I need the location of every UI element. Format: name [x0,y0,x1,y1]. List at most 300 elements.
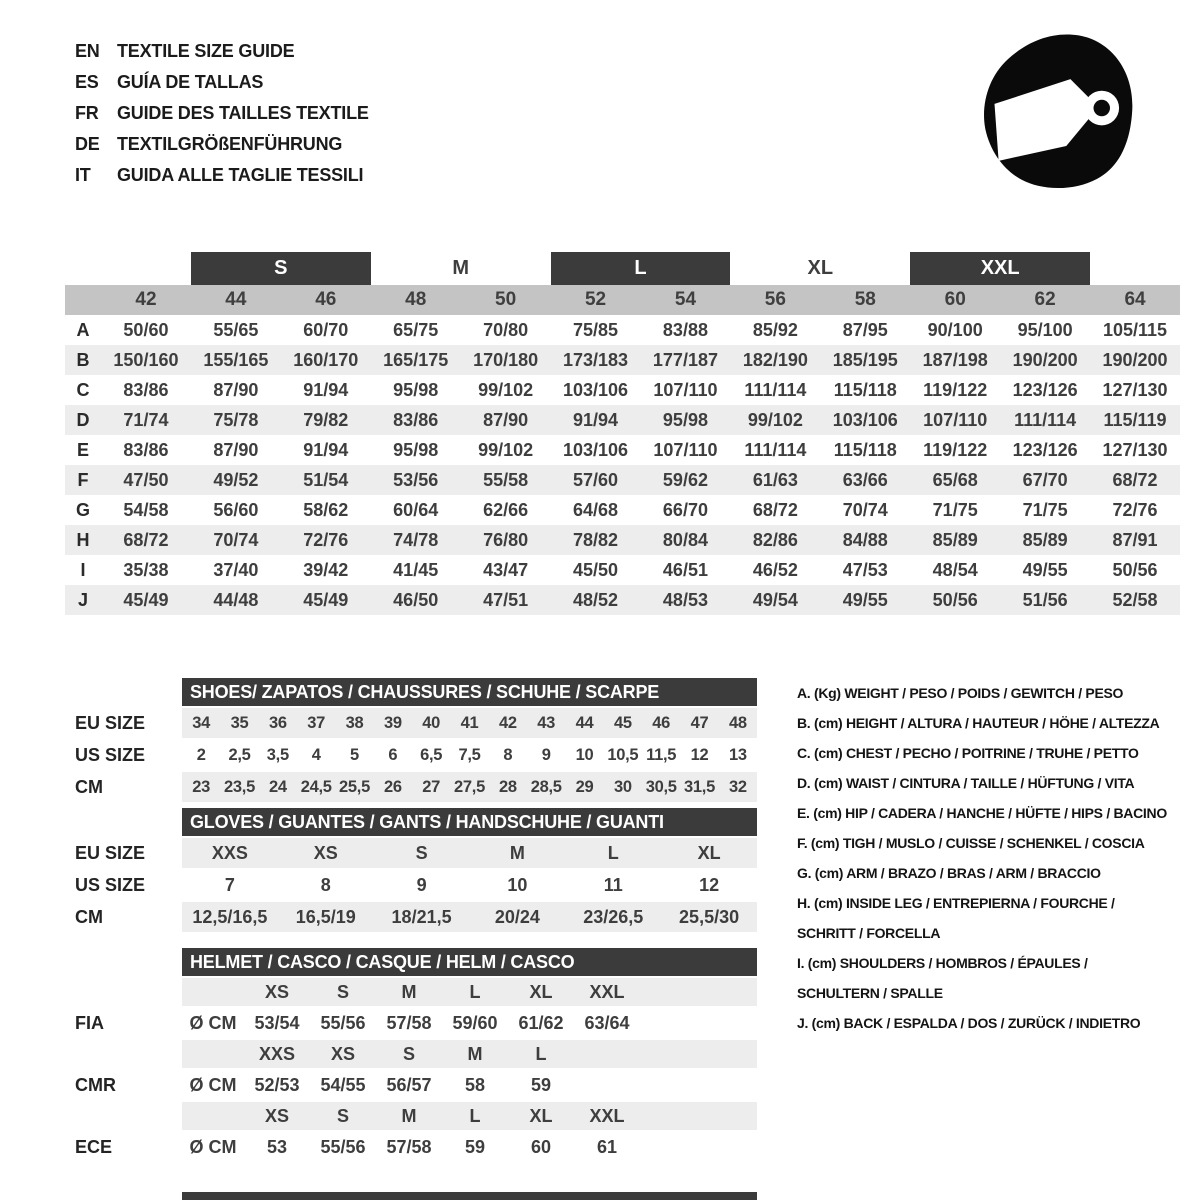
size-value: 68/72 [123,529,169,550]
size-value: 63/64 [584,1012,630,1033]
size-value: 13 [728,745,747,764]
size-value: 127/130 [1102,439,1168,460]
size-value: 190/200 [1012,349,1078,370]
legend-line: H. (cm) INSIDE LEG / ENTREPIERNA / FOURCHE / [797,895,1115,911]
size-value: 91/94 [303,379,349,400]
legend-line: G. (cm) ARM / BRAZO / BRAS / ARM / BRACCIO [797,865,1101,881]
helmet-value-row [65,1070,757,1100]
row-values [182,740,757,770]
size-value: 75/85 [573,319,619,340]
size-value: 83/88 [662,319,708,340]
measurement-row [65,585,1180,615]
size-value: 70/74 [842,499,888,520]
size-value: 99/102 [478,439,534,460]
size-label: XS [330,1043,355,1064]
size-value: 119/122 [923,439,988,460]
size-label: S [336,981,349,1002]
size-label: XL [529,981,553,1002]
row-values [182,708,757,738]
size-label: XXL [589,981,625,1002]
size-value: 82/86 [752,529,798,550]
size-value: 52/53 [254,1074,300,1095]
size-label: 58 [854,289,876,310]
size-value: 43 [537,713,556,732]
row-label: US SIZE [75,744,146,765]
size-value: XS [313,842,338,863]
shoes-table-title: SHOES/ ZAPATOS / CHAUSSURES / SCHUHE / SCARPE [182,678,757,706]
size-value: 59/62 [662,469,708,490]
size-value: 85/89 [932,529,978,550]
language-code: IT [75,165,91,185]
header-values [182,1102,757,1130]
size-value: 12 [690,745,709,764]
language-row [75,67,369,98]
legend-item [797,858,1162,888]
size-value: 42 [498,713,517,732]
standard-values [182,1070,757,1100]
size-value: 84/88 [842,529,888,550]
size-value: 55/58 [483,469,529,490]
size-value: 59 [464,1136,486,1157]
table-row [65,870,757,900]
size-value: 90/100 [927,319,983,340]
size-value: 65/75 [393,319,439,340]
size-value: 39/42 [303,559,349,580]
size-value: 28,5 [530,777,562,796]
size-value: 160/170 [293,349,359,370]
size-group-l: L [551,252,731,285]
language-code: ES [75,72,99,92]
size-value: 6,5 [420,745,443,764]
size-value: 91/94 [303,439,349,460]
standard-label: CMR [75,1074,116,1095]
size-value: 83/86 [123,439,169,460]
row-label: EU SIZE [75,842,146,863]
size-value: 99/102 [478,379,534,400]
size-value: 10 [507,874,528,895]
size-label: S [402,1043,415,1064]
legend-item [797,678,1162,708]
shoes-rows [65,708,757,802]
size-label: 54 [674,289,697,310]
legend-item [797,768,1162,798]
language-row [75,129,369,160]
size-label: 46 [315,289,337,310]
table-row [65,740,757,770]
size-value: 64/68 [573,499,619,520]
size-value: 62/66 [483,499,529,520]
size-value: 79/82 [303,409,349,430]
measurement-row [65,375,1180,405]
size-value: 23,5 [224,777,255,796]
size-value: 58/62 [303,499,349,520]
size-value: 95/100 [1017,319,1073,340]
size-value: 39 [383,713,402,732]
size-value: 10,5 [607,745,639,764]
size-value: 80/84 [662,529,708,550]
size-value: 53/54 [254,1012,300,1033]
size-value: 66/70 [662,499,708,520]
size-value: 190/200 [1102,349,1168,370]
size-value: 45/50 [573,559,619,580]
size-value: 85/92 [752,319,798,340]
size-value: 59/60 [452,1012,498,1033]
language-row [75,98,369,129]
legend-list [797,678,1167,1038]
size-value: 25,5/30 [679,906,740,927]
row-label: J [77,589,88,610]
row-label: H [76,529,90,550]
size-value: 51/54 [303,469,349,490]
legend-item [797,948,1162,1008]
size-value: 61/63 [752,469,798,490]
size-value: 103/106 [562,439,629,460]
measurement-row [65,465,1180,495]
size-value: 87/95 [842,319,888,340]
size-value: 44/48 [213,589,259,610]
size-value: 70/80 [483,319,529,340]
size-value: 10 [575,745,594,764]
measurement-row [65,555,1180,585]
row-label: US SIZE [75,874,146,895]
size-value: 119/122 [923,379,988,400]
size-value: 182/190 [742,349,808,370]
size-value: 45/49 [303,589,349,610]
helmet-size-header-row [65,1040,757,1068]
size-value: 115/118 [833,379,897,400]
helmet-rows [65,978,757,1162]
size-value: 57/58 [386,1136,432,1157]
size-value: 55/65 [213,319,259,340]
size-value: 165/175 [383,349,449,370]
size-value: 27,5 [454,777,485,796]
size-value: 123/126 [1012,379,1078,400]
size-label: 44 [225,289,247,310]
size-value: 103/106 [562,379,629,400]
size-value: 57/60 [573,469,619,490]
measurement-row [65,495,1180,525]
measurement-row [65,525,1180,555]
size-label: 62 [1034,289,1056,310]
size-value: 187/198 [922,349,988,370]
size-value: M [509,842,525,863]
legend-line: F. (cm) TIGH / MUSLO / CUISSE / SCHENKEL / COSCIA [797,835,1145,851]
standard-values [182,1008,757,1038]
size-value: S [415,842,428,863]
size-value: 24 [268,777,287,796]
size-value: 32 [728,777,747,796]
row-label: E [76,439,89,460]
table-row [65,772,757,802]
row-label: EU SIZE [75,712,146,733]
size-value: 72/76 [1112,499,1158,520]
size-value: 18/21,5 [391,906,452,927]
size-group-xl: XL [807,257,834,279]
legend-line: SCHULTERN / SPALLE [797,985,943,1001]
size-label: M [467,1043,483,1064]
size-value: 51/56 [1022,589,1068,610]
language-code: EN [75,41,100,61]
size-value: 49/55 [842,589,888,610]
size-value: 60 [530,1136,552,1157]
size-label: 64 [1124,289,1146,310]
size-value: 16,5/19 [295,906,356,927]
size-value: 61/62 [518,1012,564,1033]
helmet-value-row [65,1008,757,1038]
size-value: 55/56 [320,1136,366,1157]
size-value: 47/53 [842,559,888,580]
legend-item [797,738,1162,768]
language-code: FR [75,103,99,123]
language-list [75,36,369,191]
helmet-table-title: HELMET / CASCO / CASQUE / HELM / CASCO [182,948,757,976]
size-group-row [65,252,1180,285]
gutter-spacer [65,978,182,1006]
size-value: 31,5 [684,777,715,796]
row-values [182,838,757,868]
size-value: 50/56 [932,589,978,610]
gloves-rows [65,838,757,932]
size-value: 83/86 [123,379,169,400]
size-value: 72/76 [303,529,349,550]
table-row [65,838,757,868]
unit-label: Ø CM [189,1136,237,1157]
size-value: 71/75 [1022,499,1068,520]
size-value: 8 [320,874,331,895]
size-value: 105/115 [1102,319,1168,340]
row-label: I [80,559,86,580]
shoes-title-row [65,678,757,706]
unit-label: Ø CM [189,1012,237,1033]
legend-line: J. (cm) BACK / ESPALDA / DOS / ZURÜCK / INDIETRO [797,1015,1141,1031]
size-value: 45 [613,713,632,732]
size-value: 87/90 [483,409,529,430]
size-value: 103/106 [832,409,898,430]
size-band [65,285,1180,315]
size-value: 50/56 [1112,559,1158,580]
gutter-spacer [65,1102,182,1130]
size-value: 55/56 [320,1012,366,1033]
helmet-size-header-row [65,1102,757,1130]
size-value: 40 [422,713,441,732]
standard-label: ECE [75,1136,113,1157]
header-values [182,978,757,1006]
size-value: 30 [613,777,632,796]
size-label: M [401,1105,417,1126]
size-value: 11 [603,874,623,895]
legend-line: A. (Kg) WEIGHT / PESO / POIDS / GEWITCH / PESO [797,685,1124,701]
size-value: 49/55 [1022,559,1068,580]
size-label: XXL [589,1105,625,1126]
size-value: 9 [416,874,427,895]
gutter-spacer [65,678,182,706]
size-value: 35 [230,713,249,732]
size-value: 48/53 [662,589,708,610]
guide-title: GUIDE DES TAILLES TEXTILE [117,103,369,123]
row-label: D [76,409,90,430]
size-value: 71/75 [932,499,978,520]
size-value: 4 [311,745,321,764]
size-value: 63/66 [842,469,888,490]
size-value: 11,5 [646,745,677,764]
size-value: 20/24 [494,906,540,927]
row-values [182,870,757,900]
size-value: 12 [699,874,720,895]
size-value: 71/74 [123,409,169,430]
size-value: 24,5 [300,777,332,796]
size-value: 41 [460,713,479,732]
size-value: 34 [192,713,211,732]
size-value: 95/98 [393,379,439,400]
size-label: S [336,1105,349,1126]
language-row [75,160,369,191]
size-value: 46/52 [752,559,798,580]
measurement-row [65,345,1180,375]
helmet-value-row [65,1132,757,1162]
row-label: F [77,469,89,490]
table-row [65,902,757,932]
size-value: 54/55 [320,1074,366,1095]
legend-item [797,1008,1162,1038]
row-label: A [76,319,90,340]
size-value: 85/89 [1022,529,1068,550]
guide-title: TEXTILE SIZE GUIDE [117,41,295,61]
size-group-xxl: XXL [910,252,1090,285]
size-label: 60 [944,289,966,310]
size-label: 56 [764,289,786,310]
row-label: CM [75,906,103,927]
size-value: 58 [464,1074,486,1095]
row-label: B [76,349,90,370]
language-row [75,36,369,67]
size-value: 36 [268,713,287,732]
size-value: 38 [345,713,364,732]
size-value: 87/90 [213,439,259,460]
size-value: 52/58 [1112,589,1158,610]
size-value: 107/110 [923,409,988,430]
size-value: 60/70 [303,319,349,340]
size-value: 30,5 [645,777,677,796]
size-value: 177/187 [652,349,718,370]
language-code: DE [75,134,100,154]
size-value: 115/118 [833,439,897,460]
size-value: 173/183 [562,349,629,370]
size-value: 76/80 [483,529,529,550]
guide-title: GUIDA ALLE TAGLIE TESSILI [117,165,364,185]
size-value: 43/47 [483,559,529,580]
size-value: 12,5/16,5 [192,906,268,927]
size-group-m: M [452,257,469,279]
row-values [182,902,757,932]
size-value: 107/110 [653,379,718,400]
size-value: 47/50 [123,469,169,490]
size-value: 111/114 [744,379,807,400]
row-label: C [76,379,90,400]
gloves-table [65,808,757,934]
size-value: 29 [575,777,594,796]
size-value: 49/52 [213,469,259,490]
size-value: XL [697,842,721,863]
size-value: 87/91 [1112,529,1158,550]
legend-item [797,828,1162,858]
row-label: CM [75,776,103,797]
size-value: 46/50 [393,589,439,610]
size-value: 56/57 [386,1074,432,1095]
legend-line: SCHRITT / FORCELLA [797,925,941,941]
size-value: 170/180 [473,349,539,370]
size-value: 47 [690,713,709,732]
size-value: 37 [307,713,326,732]
size-value: 68/72 [1112,469,1158,490]
guide-title: TEXTILGRÖßENFÜHRUNG [117,134,343,154]
size-label: 42 [135,289,157,310]
racing-helmet-icon [978,28,1143,198]
size-value: 59 [530,1074,552,1095]
measurement-row [65,405,1180,435]
size-value: 60/64 [393,499,439,520]
size-value: 91/94 [573,409,619,430]
size-value: 53/56 [393,469,439,490]
textile-size-table [65,252,1180,615]
size-value: 115/119 [1103,409,1167,430]
standard-values [182,1132,757,1162]
size-value: 23 [192,777,211,796]
size-value: 49/54 [752,589,798,610]
size-value: 127/130 [1102,379,1168,400]
legend-line: B. (cm) HEIGHT / ALTURA / HAUTEUR / HÖHE / ALTEZZA [797,715,1160,731]
size-label: XL [529,1105,553,1126]
size-value: 67/70 [1022,469,1068,490]
legend-item [797,798,1167,828]
size-value: 7,5 [458,745,481,764]
size-value: 6 [388,745,398,764]
gloves-table-title: GLOVES / GUANTES / GANTS / HANDSCHUHE / GUANTI [182,808,757,836]
table-row [65,708,757,738]
size-label: XS [264,981,289,1002]
unit-label: Ø CM [189,1074,237,1095]
size-value: 95/98 [662,409,708,430]
racing-helmet-svg [978,28,1143,193]
size-value: 57/58 [386,1012,432,1033]
size-value: 7 [224,874,235,895]
size-value: 48/54 [932,559,978,580]
legend-line: I. (cm) SHOULDERS / HOMBROS / ÉPAULES / [797,955,1088,971]
gutter-spacer [65,948,182,976]
size-value: 74/78 [393,529,439,550]
measurement-row [65,315,1180,345]
size-value: 87/90 [213,379,259,400]
size-label: 52 [584,289,607,310]
size-value: L [607,842,619,863]
size-value: 68/72 [752,499,798,520]
size-value: 61 [596,1136,618,1157]
size-label: XS [264,1105,289,1126]
size-value: 83/86 [393,409,439,430]
size-value: 95/98 [393,439,439,460]
helmet-title-row [65,948,757,976]
size-label: 50 [495,289,517,310]
legend-item [797,708,1162,738]
size-value: 2 [196,745,206,764]
size-value: 107/110 [653,439,718,460]
size-value: 27 [422,777,441,796]
size-value: 111/114 [1014,409,1077,430]
row-values [182,772,757,802]
header-values [182,1040,757,1068]
measurement-row [65,435,1180,465]
gutter-spacer [65,808,182,836]
size-label: L [535,1043,547,1064]
